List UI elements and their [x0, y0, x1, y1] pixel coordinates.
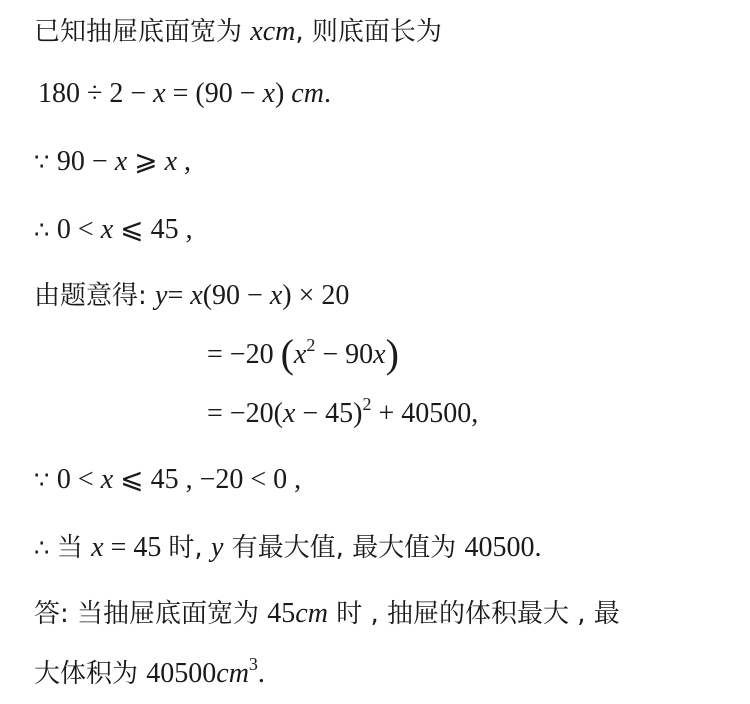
- text-segment: ⩾: [127, 146, 165, 177]
- text-segment: ∴: [34, 216, 57, 244]
- text-segment: x: [373, 339, 386, 370]
- text-segment: x: [269, 280, 283, 311]
- text-segment: − 90: [315, 339, 374, 370]
- text-segment: x: [262, 78, 275, 109]
- line-answer-continued: [34, 654, 265, 689]
- text-segment: =: [167, 280, 191, 311]
- text-segment: 0 <: [56, 214, 101, 245]
- text-segment: ,: [177, 146, 192, 177]
- text-segment: x: [153, 78, 166, 109]
- text-segment: x: [190, 280, 203, 311]
- line-because-condition: [34, 148, 191, 176]
- line-answer: [34, 600, 620, 628]
- text-segment: y: [210, 532, 224, 563]
- text-segment: x: [100, 214, 114, 245]
- line-volume-expand: [207, 331, 399, 376]
- text-segment: cm: [216, 658, 249, 689]
- line-given: [34, 18, 442, 46]
- text-segment: xcm: [250, 16, 296, 47]
- superscript: 2: [362, 394, 372, 414]
- text-segment: (: [280, 331, 294, 376]
- text-segment: ∵: [34, 466, 57, 494]
- text-segment: ∴: [34, 534, 57, 562]
- text-segment: ): [274, 78, 292, 109]
- text-segment: + 40500,: [371, 398, 479, 429]
- text-segment: 40500: [146, 658, 217, 689]
- text-segment: x: [282, 398, 296, 429]
- text-segment: .: [257, 658, 265, 689]
- text-segment: x: [164, 146, 178, 177]
- text-segment: ) × 20: [282, 280, 350, 311]
- text-segment: ⩽ 45 , −20 < 0 ,: [113, 464, 302, 495]
- text-segment: 由题意得:: [34, 281, 156, 311]
- text-segment: cm: [295, 598, 328, 629]
- text-segment: = (90 −: [165, 78, 263, 109]
- text-segment: x: [293, 339, 307, 370]
- line-volume-vertex-form: [207, 394, 479, 429]
- line-because-range-coefficient: [34, 466, 301, 494]
- text-segment: x: [91, 532, 104, 563]
- superscript: 2: [306, 335, 316, 355]
- text-segment: x: [114, 146, 128, 177]
- text-segment: 180 ÷ 2 −: [38, 78, 154, 109]
- line-therefore-maximum: [34, 534, 541, 562]
- text-segment: 时 , 抽屉的体积最大 , 最: [327, 599, 620, 629]
- text-segment: 45: [267, 598, 296, 629]
- text-segment: 有最大值, 最大值为: [223, 533, 465, 563]
- text-segment: ): [385, 331, 399, 376]
- text-segment: y: [155, 280, 168, 311]
- text-segment: 当: [56, 533, 92, 563]
- text-segment: 40500.: [464, 532, 542, 563]
- text-segment: , 则底面长为: [295, 17, 442, 47]
- text-segment: (90 −: [202, 280, 270, 311]
- text-segment: x: [100, 464, 114, 495]
- superscript: 3: [248, 654, 258, 674]
- line-therefore-range: [34, 216, 193, 244]
- text-segment: 大体积为: [34, 659, 147, 689]
- text-segment: 答: 当抽屉底面宽为: [34, 599, 268, 629]
- text-segment: ⩽ 45 ,: [113, 214, 193, 245]
- text-segment: = −20(: [207, 398, 283, 429]
- text-segment: = 45: [103, 532, 169, 563]
- text-segment: 90 −: [56, 146, 115, 177]
- line-volume-function: [34, 282, 349, 310]
- text-segment: ∵: [34, 148, 57, 176]
- text-segment: − 45): [295, 398, 363, 429]
- text-segment: .: [323, 78, 331, 109]
- text-segment: 0 <: [56, 464, 101, 495]
- line-length-expression: [38, 80, 331, 108]
- text-segment: 时,: [168, 533, 211, 563]
- text-segment: 已知抽屉底面宽为: [34, 17, 251, 47]
- text-segment: = −20: [207, 339, 281, 370]
- text-segment: cm: [291, 78, 324, 109]
